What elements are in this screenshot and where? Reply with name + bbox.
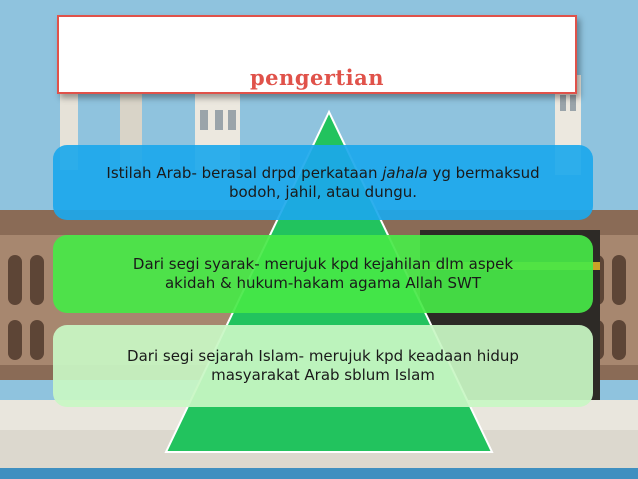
band-line: Dari segi sejarah Islam- merujuk kpd keadaan hidup (127, 347, 519, 365)
definition-band-istilah (53, 145, 593, 220)
band-text (133, 255, 513, 293)
text-segment: yg bermaksud (427, 163, 540, 182)
band-text (106, 164, 539, 202)
definition-band-sejarah (53, 325, 593, 407)
title-box (57, 15, 577, 94)
band-line: akidah & hukum-hakam agama Allah SWT (164, 274, 482, 292)
band-text (127, 347, 519, 385)
italic-term: jahala (382, 163, 428, 182)
band-line: masyarakat Arab sblum Islam (211, 366, 435, 384)
band-line: bodoh, jahil, atau dungu. (228, 182, 418, 201)
band-line (106, 164, 539, 183)
band-line: Dari segi syarak- merujuk kpd kejahilan dlm aspek (132, 255, 514, 273)
slide-title: pengertian (250, 65, 384, 90)
definition-band-syarak (53, 235, 593, 313)
text-segment: Istilah Arab- berasal drpd perkataan (106, 163, 383, 182)
